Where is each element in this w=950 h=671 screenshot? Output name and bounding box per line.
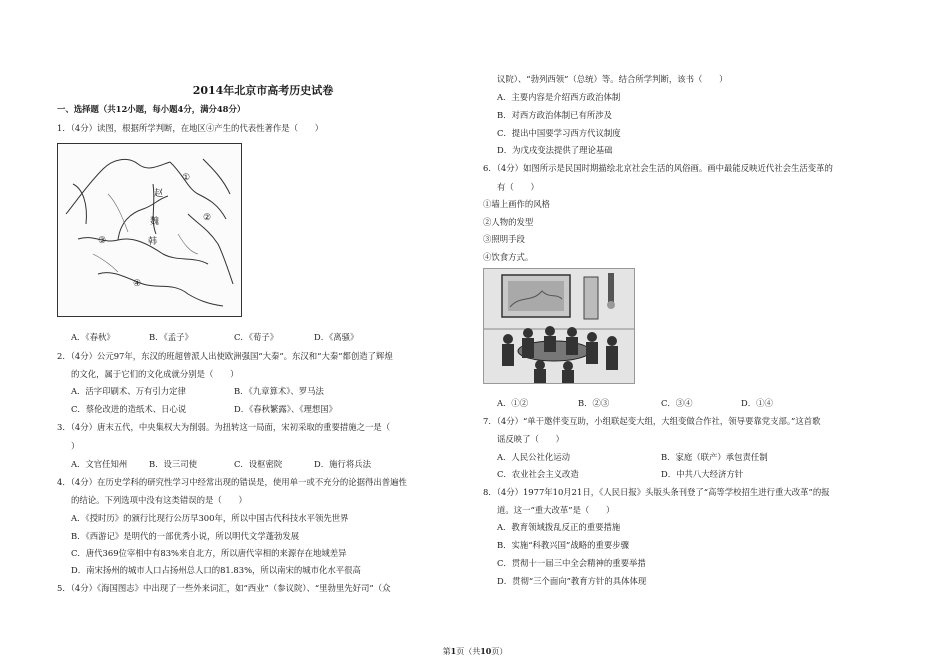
q2-option-c: C．蔡伦改进的造纸术、日心说 bbox=[71, 404, 187, 414]
q2-option-d: D．《春秋繁露》、《理想国》 bbox=[234, 404, 338, 414]
q4-option-d: D．南宋扬州的城市人口占扬州总人口的81.83%，所以南宋的城市化水平很高 bbox=[71, 565, 361, 575]
question-1: 1．（4分）读图，根据所学判断，在地区④产生的代表性著作是（ ） bbox=[57, 123, 324, 133]
footer-page-number: 1 bbox=[450, 646, 457, 656]
q6-option-d: D．①④ bbox=[741, 398, 773, 408]
folk-painting-image bbox=[483, 268, 635, 384]
q1-option-b: B．《孟子》 bbox=[149, 332, 193, 342]
question-4: 4．（4分）在历史学科的研究性学习中经常出现的错误是，使用单一或不充分的论据得出普遍性 bbox=[57, 477, 407, 487]
question-7: 7．（4分）“单干邀伴变互助，小组联起变大组，大组变做合作社，领导要靠党支部。”这首歌 bbox=[483, 416, 821, 426]
q2-option-b: B．《九章算术》、罗马法 bbox=[234, 386, 324, 396]
q3-option-a: A．文官任知州 bbox=[71, 459, 128, 469]
q3-option-d: D．施行将兵法 bbox=[314, 459, 371, 469]
exam-title: 2014年北京市高考历史试卷 bbox=[192, 84, 334, 97]
map-marker-4: ④ bbox=[133, 279, 142, 289]
question-2: 2．（4分）公元97年，东汉的班超曾派人出使欧洲强国“大秦”。东汉和“大秦”都创造了辉煌 bbox=[57, 351, 393, 361]
q7-option-b: B．家庭（联产）承包责任制 bbox=[661, 452, 768, 462]
question-6: 6．（4分）如图所示是民国时期描绘北京社会生活的风俗画。画中最能反映近代社会生活变革的 bbox=[483, 163, 833, 173]
map-label-han: 韩 bbox=[148, 237, 158, 247]
map-marker-2: ② bbox=[203, 213, 212, 223]
q6-option-a: A．①② bbox=[497, 398, 529, 408]
q5-option-c: C．提出中国要学习西方代议制度 bbox=[497, 128, 621, 138]
q4-option-c: C．唐代369位宰相中有83%来自北方，所以唐代宰相的来源存在地域差异 bbox=[71, 548, 347, 558]
question-3-cont: ） bbox=[71, 441, 80, 451]
painting-drawing bbox=[484, 269, 634, 383]
q5-option-b: B．对西方政治体制已有所涉及 bbox=[497, 110, 613, 120]
q1-option-d: D．《离骚》 bbox=[314, 332, 359, 342]
q4-option-b: B．《西游记》是明代的一部优秀小说，所以明代文学蓬勃发展 bbox=[71, 531, 300, 541]
q7-option-c: C．农业社会主义改造 bbox=[497, 469, 579, 479]
q5-option-a: A．主要内容是介绍西方政治体制 bbox=[497, 92, 621, 102]
q6-item-2: ②人物的发型 bbox=[483, 217, 534, 227]
footer-mid: 页（共 bbox=[456, 647, 481, 656]
footer-suffix: 页） bbox=[491, 647, 508, 656]
q2-option-a: A．活字印刷术、万有引力定律 bbox=[71, 386, 186, 396]
q4-option-a: A．《授时历》的颁行比现行公历早300年，所以中国古代科技水平领先世界 bbox=[71, 513, 349, 523]
question-3: 3．（4分）唐末五代，中央集权大为削弱。为扭转这一局面，宋初采取的重要措施之一是（ bbox=[57, 422, 391, 432]
map-label-wei: 魏 bbox=[150, 217, 160, 227]
question-8: 8．（4分）1977年10月21日，《人民日报》头版头条刊登了“高等学校招生进行重大改革”的报 bbox=[483, 487, 830, 497]
page-footer bbox=[0, 646, 950, 657]
question-4-cont: 的结论。下列选项中没有这类错误的是（ ） bbox=[71, 495, 247, 505]
map-marker-3: ③ bbox=[98, 236, 107, 246]
q8-option-c: C．贯彻十一届三中全会精神的重要举措 bbox=[497, 558, 646, 568]
section-heading: 一、选择题（共12小题，每小题4分，满分48分） bbox=[57, 104, 246, 114]
footer-total-pages: 10 bbox=[480, 646, 492, 656]
map-marker-1: ① bbox=[182, 173, 191, 183]
question-7-cont: 谣反映了（ ） bbox=[497, 434, 564, 444]
question-6-cont: 有（ ） bbox=[497, 182, 539, 192]
q3-option-b: B．设三司使 bbox=[149, 459, 198, 469]
q1-option-c: C．《荀子》 bbox=[234, 332, 279, 342]
q6-item-4: ④饮食方式。 bbox=[483, 252, 534, 262]
map-drawing bbox=[58, 144, 241, 316]
map-label-zhao: 赵 bbox=[154, 189, 164, 199]
question-5-cont: 议院）、“勃列西领”（总统）等。结合所学判断，该书（ ） bbox=[497, 74, 728, 84]
q3-option-c: C．设枢密院 bbox=[234, 459, 283, 469]
question-2-cont: 的文化，属于它们的文化成就分别是（ ） bbox=[71, 369, 239, 379]
q6-option-b: B．②③ bbox=[578, 398, 610, 408]
q5-option-d: D．为戊戌变法提供了理论基础 bbox=[497, 145, 613, 155]
question-8-cont: 道。这一“重大改革”是（ ） bbox=[497, 505, 615, 515]
q7-option-d: D．中共八大经济方针 bbox=[661, 469, 744, 479]
q8-option-b: B．实施“科教兴国”战略的重要步骤 bbox=[497, 540, 629, 550]
q6-item-3: ③照明手段 bbox=[483, 234, 525, 244]
footer-prefix: 第 bbox=[442, 647, 451, 656]
q6-option-c: C．③④ bbox=[661, 398, 693, 408]
q6-item-1: ①墙上画作的风格 bbox=[483, 199, 550, 209]
q8-option-d: D．贯彻“三个面向”教育方针的具体体现 bbox=[497, 576, 647, 586]
ancient-china-map bbox=[57, 143, 242, 317]
q1-option-a: A．《春秋》 bbox=[71, 332, 115, 342]
q7-option-a: A．人民公社化运动 bbox=[497, 452, 571, 462]
question-5: 5．（4分）《海国图志》中出现了一些外来词汇，如“西业”（参议院）、“里勃里先好司”（众 bbox=[57, 583, 391, 593]
q8-option-a: A．教育领域拨乱反正的重要措施 bbox=[497, 522, 621, 532]
